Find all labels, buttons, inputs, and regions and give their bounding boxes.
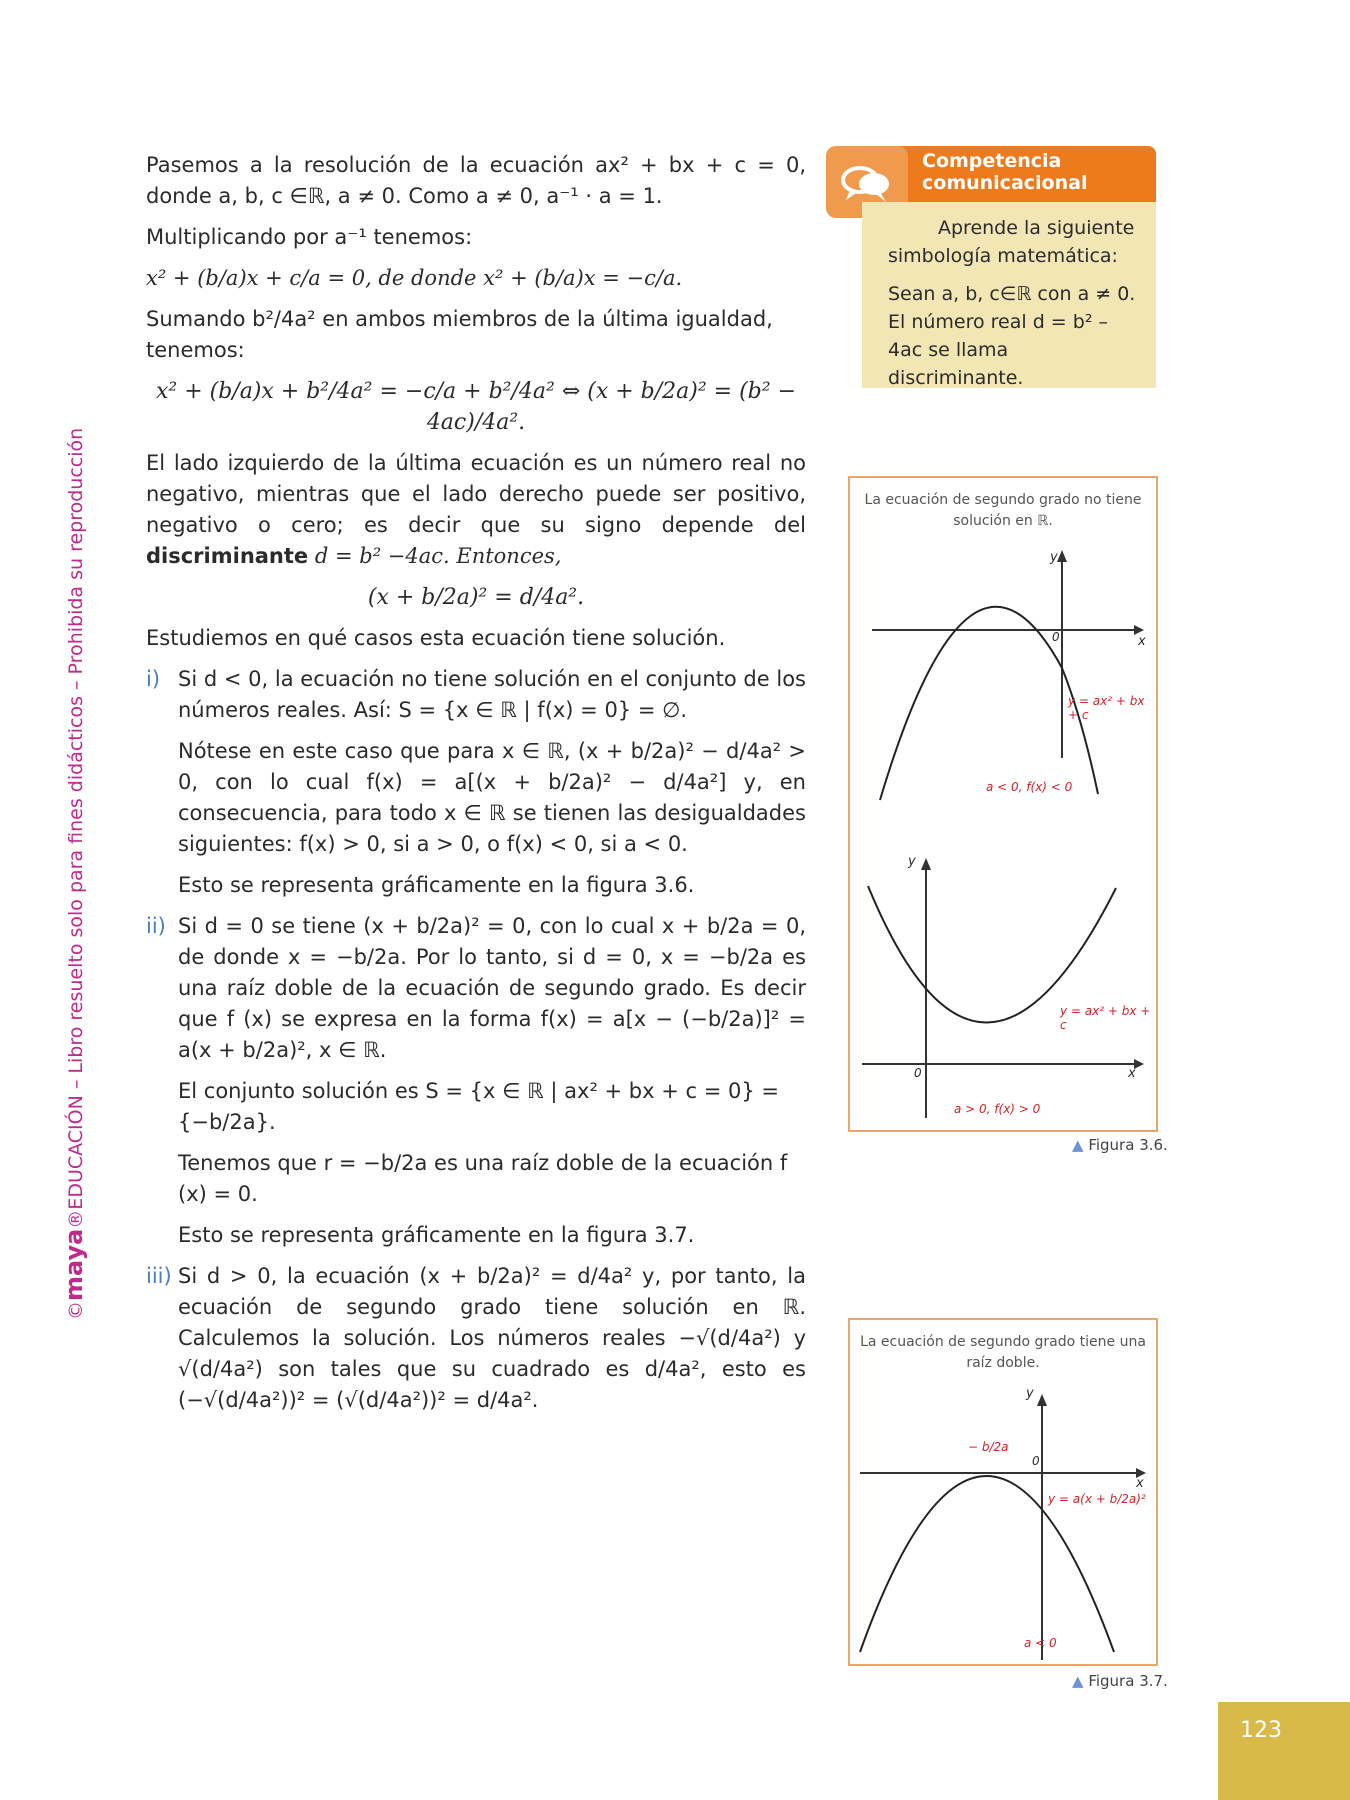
paragraph-intro: Pasemos a la resolución de la ecuación ax² + bx + c = 0, donde a, b, c ∈ℝ, a ≠ 0. Como a ≠ 0, a⁻¹ · a = 1. xyxy=(146,153,806,208)
fig36-top-curve-label: y = ax² + bx + c xyxy=(1068,694,1145,722)
equation-2: x² + (b/a)x + b²/4a² = −c/a + b²/4a² ⇔ (x + b/2a)² = (b² − 4ac)/4a². xyxy=(155,379,797,435)
case-iii-number: iii) xyxy=(146,1264,172,1288)
competencia-title-2: comunicacional xyxy=(922,172,1088,194)
page-number: 123 xyxy=(1218,1702,1350,1800)
case-ii xyxy=(146,911,806,1251)
case-i-text-1: Si d < 0, la ecuación no tiene solución en el conjunto de los números reales. Así: S = {x ∈ ℝ | f(x) = 0} = ∅. xyxy=(178,667,806,722)
figure-3-7-caption xyxy=(1072,1672,1168,1690)
fig37-condition: a < 0 xyxy=(1024,1636,1057,1650)
fig37-origin: 0 xyxy=(1032,1454,1040,1468)
sidebar-note: ®EDUCACIÓN – Libro resuelto solo para fines didácticos – Prohibida su reproducción xyxy=(65,427,87,1229)
brand-logo: maya xyxy=(60,1228,88,1301)
competencia-text-1: Aprende la siguiente simbología matemática: xyxy=(888,217,1135,267)
fig37-y-label: y xyxy=(1026,1386,1034,1401)
case-ii-text-4: Esto se representa gráficamente en la figura 3.7. xyxy=(178,1223,695,1247)
case-i-text-3: Esto se representa gráficamente en la figura 3.6. xyxy=(178,873,695,897)
case-ii-text-1: Si d = 0 se tiene (x + b/2a)² = 0, con lo cual x + b/2a = 0, de donde x = −b/2a. Por lo tanto, si d = 0, x = −b/2a es una raíz doble de la ecuación de segundo grado. Es decir que f (x) se expresa en la forma f(x) = a[x − (−b/2a)]² = a(x + b/2a)², x ∈ ℝ. xyxy=(178,914,806,1062)
figure-3-6-caption xyxy=(1072,1136,1168,1154)
copyright-sidebar xyxy=(60,420,100,1320)
fig36-top-y-label: y xyxy=(1050,550,1058,565)
competencia-text-2: Sean a, b, c∈ℝ con a ≠ 0. xyxy=(888,283,1136,305)
figure-3-6-title: La ecuación de segundo grado no tiene solución en ℝ. xyxy=(864,492,1142,529)
case-ii-text-3: Tenemos que r = −b/2a es una raíz doble de la ecuación f (x) = 0. xyxy=(178,1151,788,1206)
paragraph-sum: Sumando b²/4a² en ambos miembros de la última igualdad, tenemos: xyxy=(146,307,773,362)
triangle-icon: ▲ xyxy=(1072,1136,1084,1154)
figure-3-7-title: La ecuación de segundo grado tiene una raíz doble. xyxy=(860,1334,1146,1371)
graph-double-root xyxy=(860,1394,1146,1660)
fig36-bottom-origin: 0 xyxy=(914,1066,922,1080)
competencia-text-3: El número real d = b² – 4ac se llama discriminante. xyxy=(888,311,1108,389)
text-discriminant-a: El lado izquierdo de la última ecuación es un número real no negativo, mientras que el lado derecho puede ser positivo, negativo o cero; es decir que su signo depende del xyxy=(146,451,806,537)
fig36-bottom-y-label: y xyxy=(908,854,916,869)
text-discriminant-bold: discriminante xyxy=(146,544,309,568)
figure-3-6-caption-text: Figura 3.6. xyxy=(1088,1136,1168,1154)
fig37-curve-label: y = a(x + b/2a)² xyxy=(1048,1492,1146,1506)
case-i xyxy=(146,664,806,901)
copyright-symbol: © xyxy=(65,1301,87,1320)
figure-3-7 xyxy=(848,1318,1158,1666)
case-iii-text-1: Si d > 0, la ecuación (x + b/2a)² = d/4a² y, por tanto, la ecuación de segundo grado tiene solución en ℝ. Calculemos la solución. Los números reales −√(d/4a²) y √(d/4a²) son tales que su cuadrado es d/4a², esto es (−√(d/4a²))² = (√(d/4a²))² = d/4a². xyxy=(178,1264,806,1412)
graph-top xyxy=(872,550,1144,800)
case-i-number: i) xyxy=(146,667,161,691)
fig37-x-label: x xyxy=(1136,1476,1144,1491)
case-i-text-2: Nótese en este caso que para x ∈ ℝ, (x + b/2a)² − d/4a² > 0, con lo cual f(x) = a[(x + b/2a)² − d/4a²] y, en consecuencia, para todo x ∈ ℝ se tienen las desigualdades siguientes: f(x) > 0, si a > 0, o f(x) < 0, si a < 0. xyxy=(178,739,806,856)
competencia-title-1: Competencia xyxy=(922,150,1062,172)
equation-3: (x + b/2a)² = d/4a². xyxy=(367,585,585,610)
competencia-body xyxy=(862,202,1156,388)
fig36-top-origin: 0 xyxy=(1052,630,1060,644)
paragraph-multiply: Multiplicando por a⁻¹ tenemos: xyxy=(146,225,473,249)
fig37-root-label: − b/2a xyxy=(968,1440,1009,1454)
fig36-bottom-condition: a > 0, f(x) > 0 xyxy=(954,1102,1041,1116)
equation-1: x² + (b/a)x + c/a = 0, de donde x² + (b/a)x = −c/a. xyxy=(146,266,683,290)
case-ii-number: ii) xyxy=(146,914,166,938)
graph-bottom xyxy=(862,858,1144,1118)
fig36-top-condition: a < 0, f(x) < 0 xyxy=(986,780,1073,794)
figure-3-6 xyxy=(848,476,1158,1132)
paragraph-cases: Estudiemos en qué casos esta ecuación tiene solución. xyxy=(146,626,726,650)
fig36-bottom-x-label: x xyxy=(1128,1066,1136,1081)
main-text xyxy=(146,150,806,1426)
fig36-top-x-label: x xyxy=(1138,634,1146,649)
figure-3-7-caption-text: Figura 3.7. xyxy=(1088,1672,1168,1690)
triangle-icon: ▲ xyxy=(1072,1672,1084,1690)
case-iii xyxy=(146,1261,806,1416)
case-ii-text-2: El conjunto solución es S = {x ∈ ℝ | ax² + bx + c = 0} = {−b/2a}. xyxy=(178,1079,779,1134)
fig36-bottom-curve-label: y = ax² + bx + c xyxy=(1060,1004,1151,1032)
competencia-box xyxy=(826,146,1156,388)
paragraph-discriminant xyxy=(146,448,806,572)
text-discriminant-c: d = b² −4ac. Entonces, xyxy=(314,544,562,568)
